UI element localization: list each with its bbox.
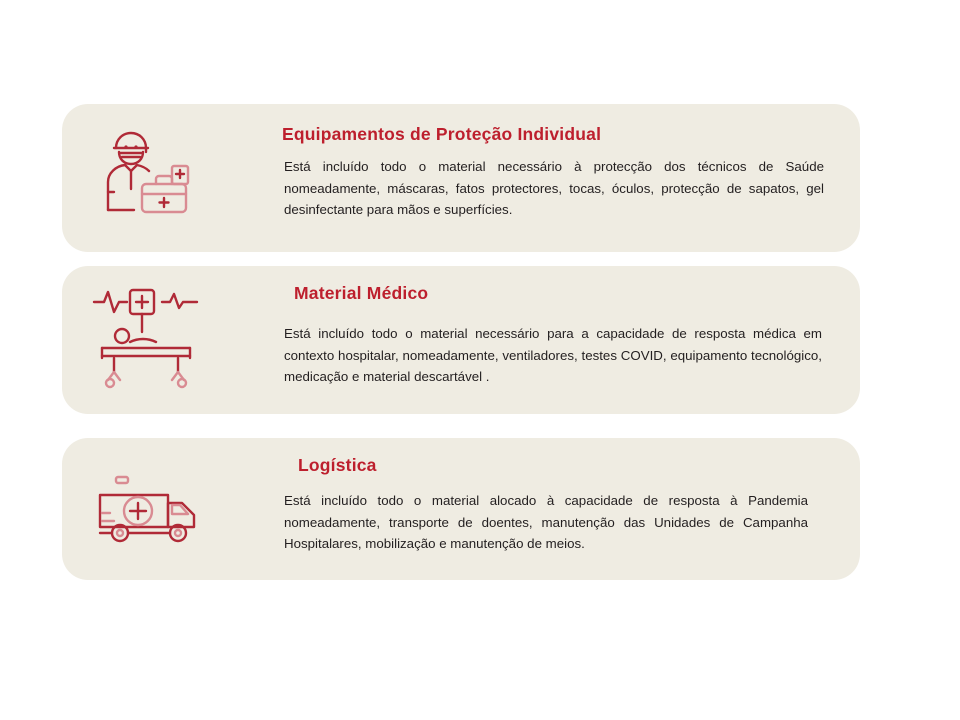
card-title: Material Médico (294, 283, 429, 303)
card-body-epi (222, 104, 836, 252)
card-title: Logística (298, 455, 377, 475)
card-description: Está incluído todo o material necessário à protecção dos técnicos de Saúde nomeadamente, máscaras, fatos protectores, tocas, óculos, protecção de sapatos, gel desinfectante para mãos e superfícies. (284, 159, 824, 218)
card-description: Está incluído todo o material alocado à capacidade de resposta à Pandemia nomeadamente, transporte de doentes, manutenção das Unidades de Campanha Hospitalares, mobilização e manutenção de meios. (284, 493, 808, 552)
card-logistica (62, 438, 860, 580)
hospital-bed-monitor-icon (72, 266, 227, 414)
card-title: Equipamentos de Proteção Individual (282, 124, 602, 144)
card-material-medico (62, 266, 860, 414)
card-body-medico (222, 266, 836, 414)
card-equipamentos-protecao-individual (62, 104, 860, 252)
card-description: Está incluído todo o material necessário para a capacidade de resposta médica em contexto hospitalar, nomeadamente, ventiladores, testes COVID, equipamento tecnológico, medicação e material descartável . (284, 326, 822, 385)
ambulance-icon (72, 438, 227, 580)
health-worker-ppe-icon (72, 104, 227, 252)
card-body-logistica (222, 438, 836, 580)
